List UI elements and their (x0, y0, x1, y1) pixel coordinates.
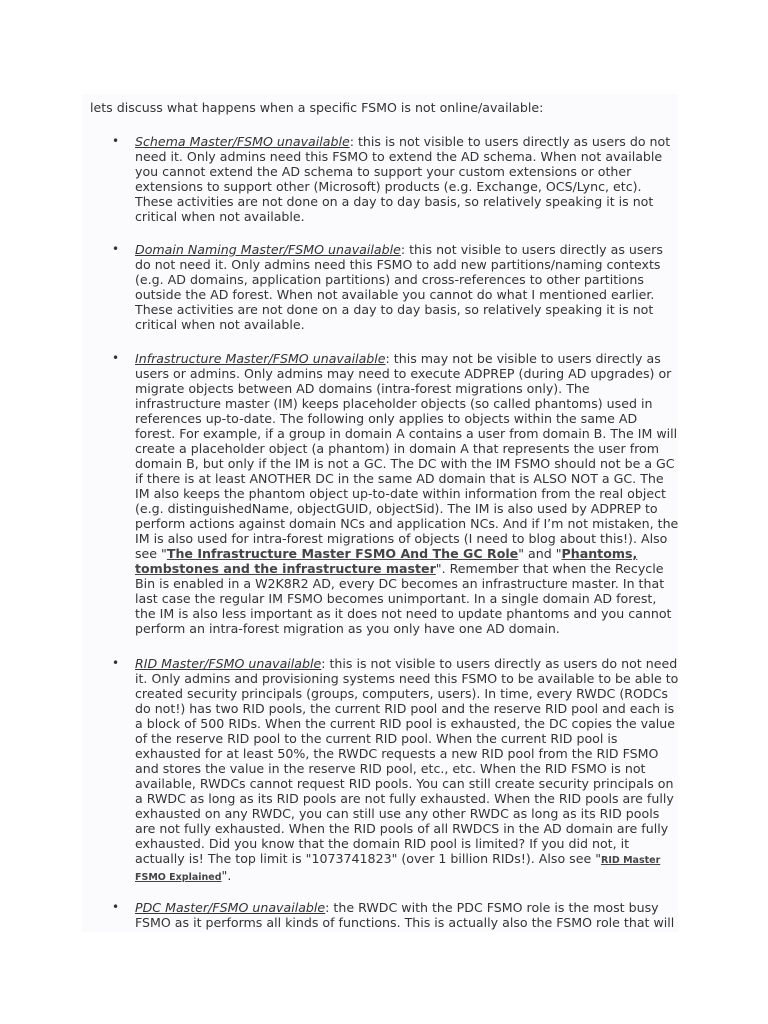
item-line: exhausted on any RWDC, you can still use any other RWDC as long as its RID pools (135, 806, 660, 821)
list-item-infrastructure-master (112, 351, 678, 636)
item-line: domain B, but only if the IM is not a GC. The DC with the IM FSMO should not be a GC (135, 456, 675, 471)
schema-master-heading[interactable]: Schema Master/FSMO unavailable (135, 134, 350, 149)
item-line: references up-to-date. The following only applies to objects within the same AD (135, 411, 638, 426)
item-line: Bin is enabled in a W2K8R2 AD, every DC becomes an infrastructure master. In that (135, 576, 665, 591)
item-line: do not!) has two RID pools, the current RID pool and the reserve RID pool and each is (135, 701, 675, 716)
item-line: it. Only admins and provisioning systems need this FSMO to be available to be able to (135, 671, 678, 686)
item-line: a RWDC as long as its RID pools are not fully exhausted. When the RID pools are fully (135, 791, 674, 806)
item-line: IM also keeps the phantom object up-to-date within information from the real object (135, 486, 666, 501)
item-line: These activities are not done on a day to day basis, so relatively speaking it is not (135, 302, 654, 317)
item-line: you cannot extend the AD schema to support your custom extensions or other (135, 164, 632, 179)
item-line: see "The Infrastructure Master FSMO And The GC Role" and "Phantoms, (135, 546, 638, 561)
item-line: tombstones and the infrastructure master". Remember that when the Recycle (135, 561, 664, 576)
item-line: exhausted for at least 50%, the RWDC requests a new RID pool from the RID FSMO (135, 746, 659, 761)
item-line: (e.g. distinguishedName, objectGUID, objectSid). The IM is also used by ADPREP to (135, 501, 658, 516)
pdc-master-heading[interactable]: PDC Master/FSMO unavailable (135, 900, 326, 915)
bullet-icon: • (112, 900, 120, 914)
phantoms-tombstones-link[interactable]: Phantoms, (561, 546, 638, 561)
infrastructure-master-gc-role-link[interactable]: The Infrastructure Master FSMO And The GC Role (166, 546, 519, 561)
item-line: perform an intra-forest migration as you only have one AD domain. (135, 621, 560, 636)
item-line: IM is also used for intra-forest migrations of objects (I need to blog about this!). Also (135, 531, 668, 546)
item-line: Infrastructure Master/FSMO unavailable: this may not be visible to users directly as (135, 351, 661, 366)
item-line: critical when not available. (135, 317, 305, 332)
rid-master-link[interactable]: RID Master (601, 855, 661, 866)
document-page (82, 94, 678, 932)
item-line: actually is! The top limit is "1073741823" (over 1 billion RIDs!). Also see "RID Master (135, 851, 661, 866)
list-item-rid-master (112, 656, 678, 885)
item-line: forest. For example, if a group in domain A contains a user from domain B. The IM will (135, 426, 678, 441)
infrastructure-master-heading[interactable]: Infrastructure Master/FSMO unavailable (135, 351, 386, 366)
item-line: PDC Master/FSMO unavailable: the RWDC with the PDC FSMO role is the most busy (135, 900, 659, 915)
item-line: migrate objects between AD domains (intra-forest migrations only). The (135, 381, 590, 396)
item-line: of the reserve RID pool to the current RID pool. When the current RID pool is (135, 731, 618, 746)
bullet-icon: • (112, 351, 120, 365)
phantoms-tombstones-link-continued[interactable]: tombstones and the infrastructure master (135, 561, 436, 576)
item-line: created security principals (groups, computers, users). In time, every RWDC (RODCs (135, 686, 668, 701)
item-line: critical when not available. (135, 209, 305, 224)
item-line: Domain Naming Master/FSMO unavailable: this not visible to users directly as users (135, 242, 663, 257)
item-line: need it. Only admins need this FSMO to extend the AD schema. When not available (135, 149, 663, 164)
item-line: infrastructure master (IM) keeps placeholder objects (so called phantoms) used in (135, 396, 653, 411)
item-line: create a placeholder object (a phantom) in domain A that represents the user from (135, 441, 660, 456)
item-line: a block of 500 RIDs. When the current RID pool is exhausted, the DC copies the value (135, 716, 676, 731)
item-line: extensions to support other (Microsoft) products (e.g. Exchange, OCS/Lync, etc). (135, 179, 642, 194)
item-line: FSMO as it performs all kinds of functions. This is actually also the FSMO role that will (135, 915, 675, 930)
item-line: if there is at least ANOTHER DC in the same AD domain that is ALSO NOT a GC. The (135, 471, 664, 486)
bullet-icon: • (112, 242, 120, 256)
bullet-icon: • (112, 656, 120, 670)
bullet-icon: • (112, 134, 120, 148)
item-line: the IM is also less important as it does not need to update phantoms and you cannot (135, 606, 672, 621)
item-line: and stores the value in the reserve RID pool, etc., etc. When the RID FSMO is not (135, 761, 646, 776)
item-line: These activities are not done on a day to day basis, so relatively speaking it is not (135, 194, 654, 209)
item-line: exhausted. Did you know that the domain RID pool is limited? If you did not, it (135, 836, 630, 851)
item-line: do not need it. Only admins need this FSMO to add new partitions/naming contexts (135, 257, 661, 272)
list-item-domain-naming-master (112, 242, 678, 332)
item-line: outside the AD forest. When not available you cannot do what I mentioned earlier. (135, 287, 655, 302)
item-line: (e.g. AD domains, application partitions) and cross-references to other partitions (135, 272, 644, 287)
item-line: FSMO Explained". (135, 868, 232, 883)
item-line: RID Master/FSMO unavailable: this is not visible to users directly as users do not need (135, 656, 678, 671)
intro-text: lets discuss what happens when a specific FSMO is not online/available: (90, 100, 544, 115)
item-line: are not fully exhausted. When the RID pools of all RWDCS in the AD domain are fully (135, 821, 669, 836)
item-line: users or admins. Only admins may need to execute ADPREP (during AD upgrades) or (135, 366, 672, 381)
item-line: available, RWDCs cannot request RID pools. You can still create security principals on (135, 776, 674, 791)
rid-master-link-continued[interactable]: FSMO Explained (135, 872, 222, 883)
rid-master-heading[interactable]: RID Master/FSMO unavailable (135, 656, 322, 671)
list-item-schema-master (112, 134, 678, 224)
list-item-pdc-master (112, 900, 678, 930)
domain-naming-master-heading[interactable]: Domain Naming Master/FSMO unavailable (135, 242, 401, 257)
item-line: perform actions against domain NCs and application NCs. And if I’m not mistaken, the (135, 516, 678, 531)
item-line: Schema Master/FSMO unavailable: this is not visible to users directly as users do not (135, 134, 671, 149)
item-line: last case the regular IM FSMO becomes unimportant. In a single domain AD forest, (135, 591, 657, 606)
